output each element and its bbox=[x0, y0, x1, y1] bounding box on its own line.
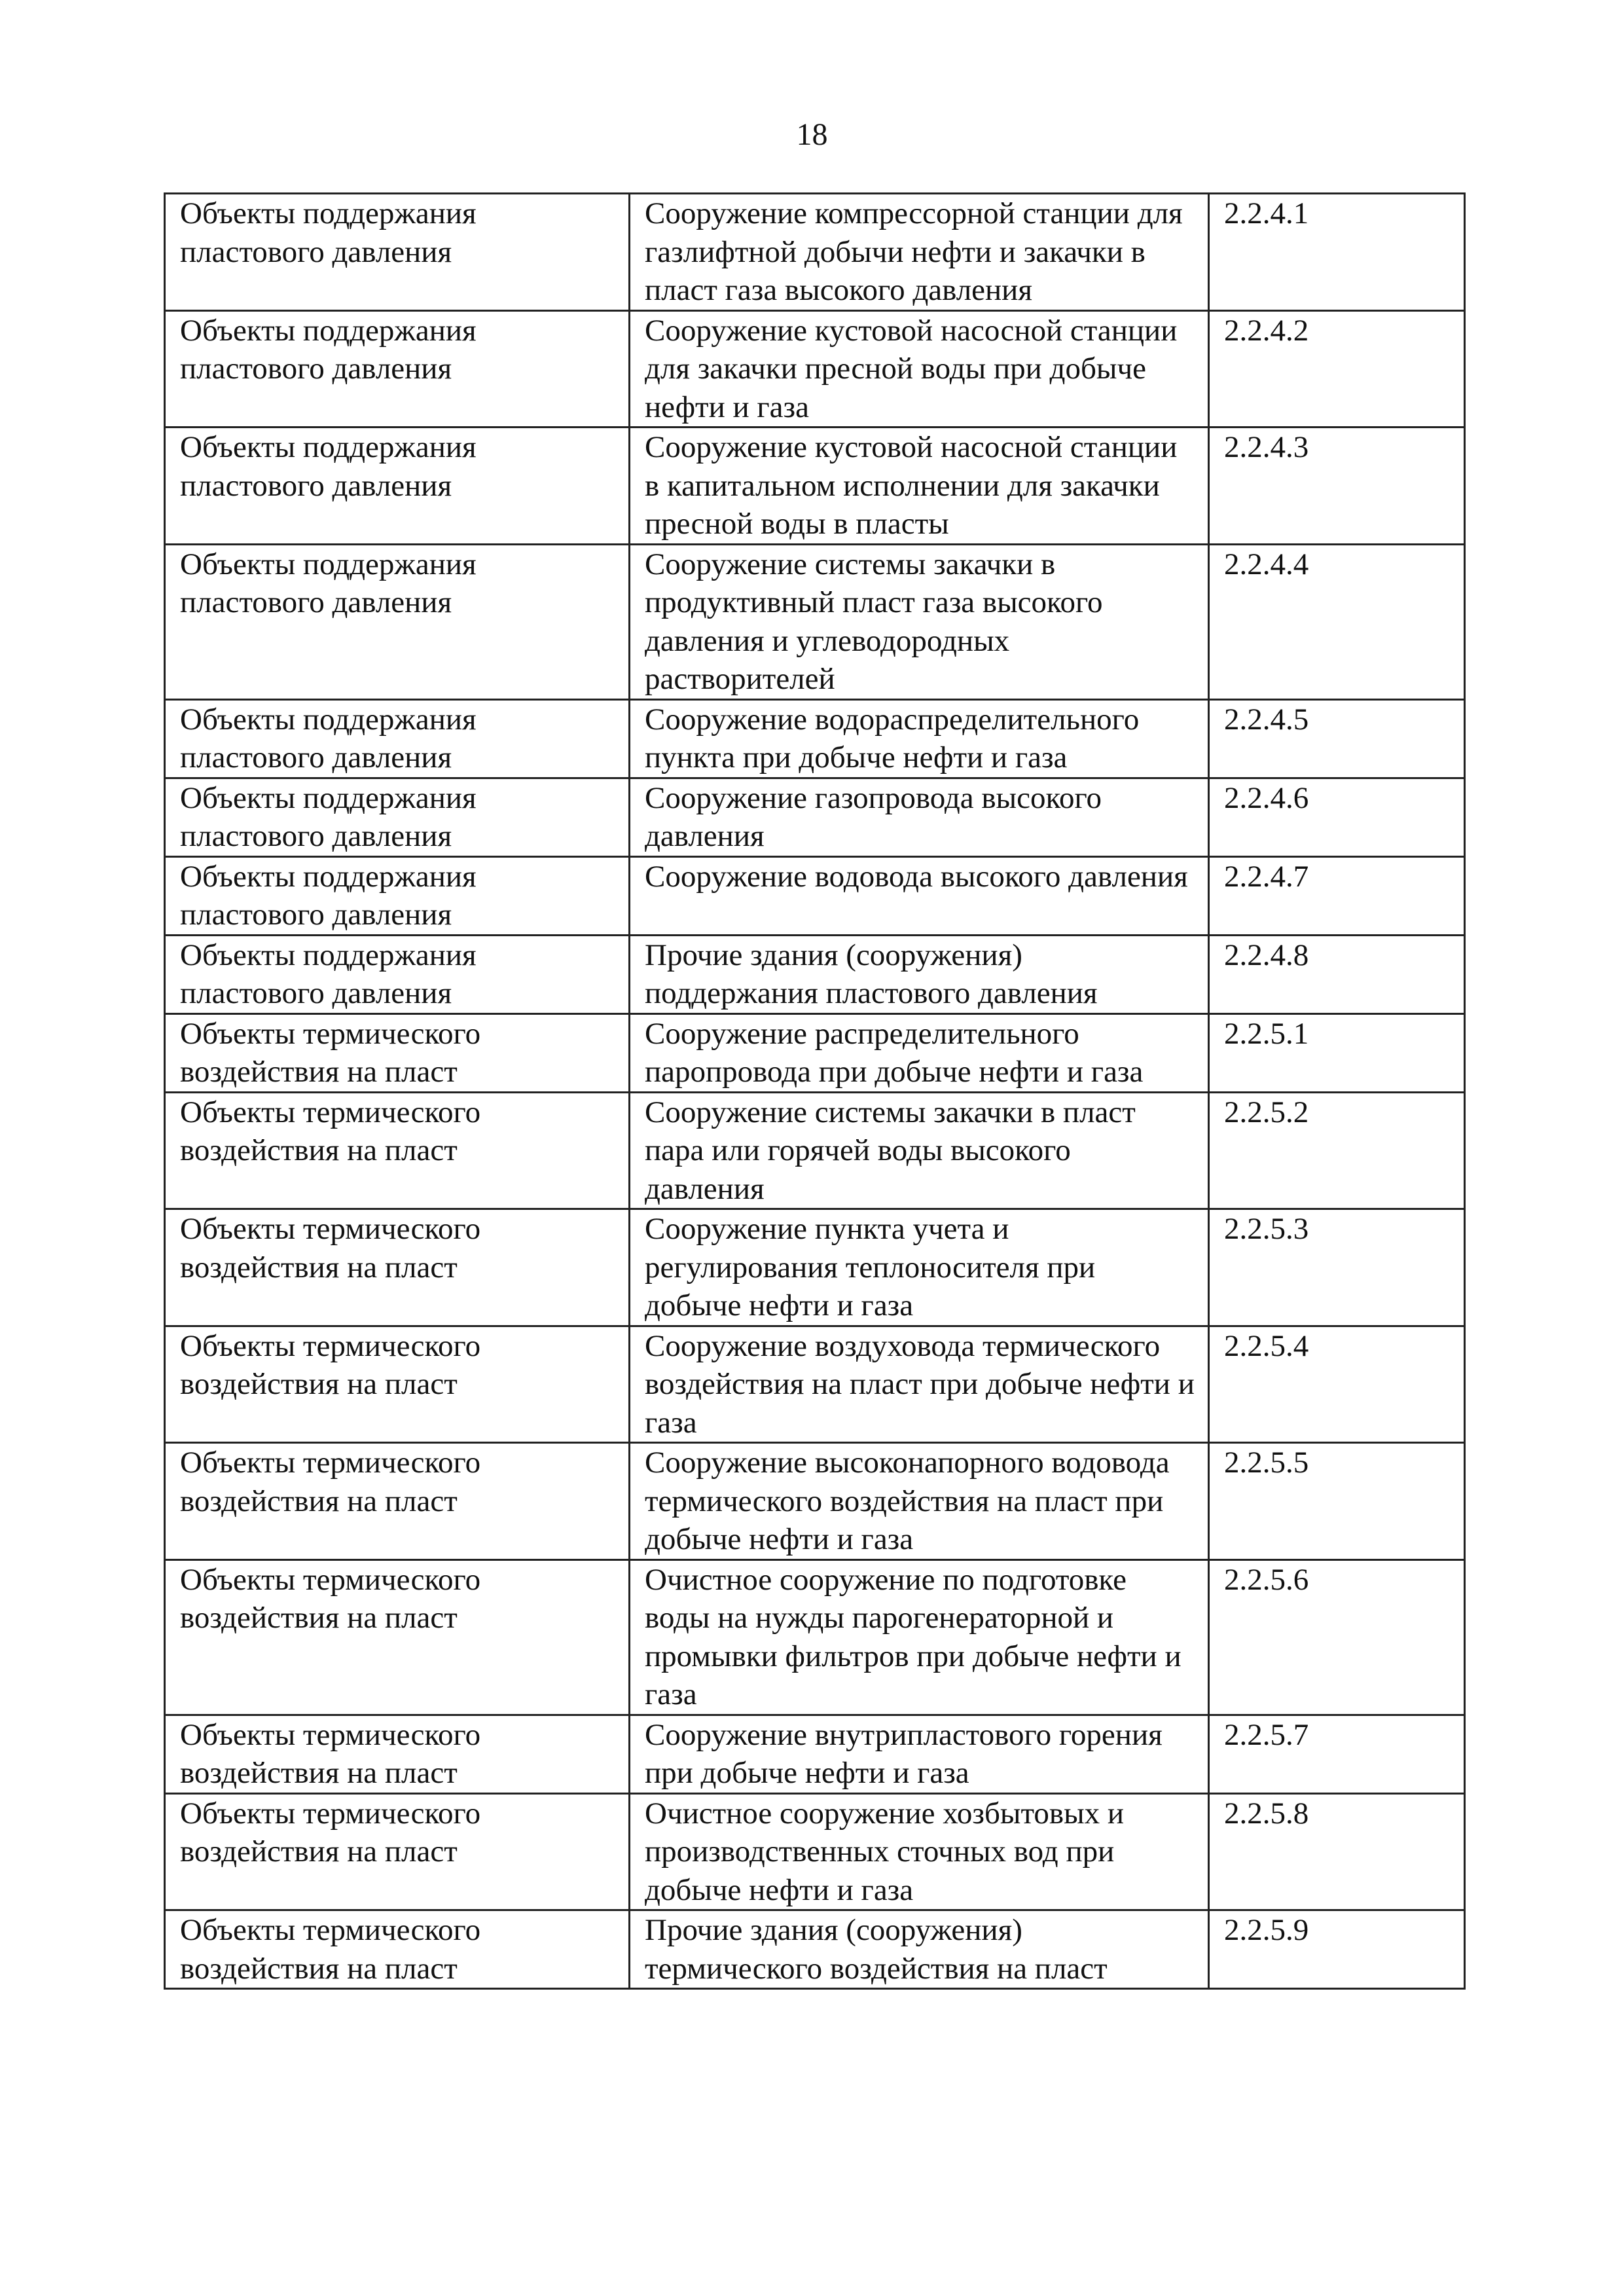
category-cell: Объекты термического воздействия на пласт bbox=[165, 1715, 630, 1793]
description-cell: Сооружение воздуховода термического воздействия на пласт при добыче нефти и газа bbox=[630, 1326, 1209, 1443]
category-cell: Объекты термического воздействия на пласт bbox=[165, 1092, 630, 1209]
description-cell: Прочие здания (сооружения) термического воздействия на пласт bbox=[630, 1910, 1209, 1989]
category-cell: Объекты термического воздействия на пласт bbox=[165, 1910, 630, 1989]
category-cell: Объекты термического воздействия на пласт bbox=[165, 1443, 630, 1560]
page-number: 18 bbox=[796, 117, 828, 152]
table-row bbox=[165, 1910, 1465, 1989]
description-cell: Сооружение водораспределительного пункта при добыче нефти и газа bbox=[630, 699, 1209, 778]
code-cell: 2.2.5.5 bbox=[1209, 1443, 1465, 1560]
code-cell: 2.2.5.7 bbox=[1209, 1715, 1465, 1793]
table-row bbox=[165, 1209, 1465, 1326]
description-cell: Сооружение распределительного паропровода при добыче нефти и газа bbox=[630, 1013, 1209, 1092]
code-cell: 2.2.5.4 bbox=[1209, 1326, 1465, 1443]
code-cell: 2.2.4.3 bbox=[1209, 428, 1465, 545]
category-cell: Объекты поддержания пластового давления bbox=[165, 194, 630, 311]
table-row bbox=[165, 856, 1465, 935]
code-cell: 2.2.5.3 bbox=[1209, 1209, 1465, 1326]
code-cell: 2.2.4.5 bbox=[1209, 699, 1465, 778]
table-row bbox=[165, 1326, 1465, 1443]
code-cell: 2.2.4.2 bbox=[1209, 310, 1465, 428]
table-row bbox=[165, 699, 1465, 778]
category-cell: Объекты термического воздействия на пласт bbox=[165, 1793, 630, 1910]
table-row bbox=[165, 544, 1465, 699]
table-row bbox=[165, 310, 1465, 428]
table-row bbox=[165, 1559, 1465, 1715]
category-cell: Объекты термического воздействия на пласт bbox=[165, 1013, 630, 1092]
table-row bbox=[165, 935, 1465, 1013]
category-cell: Объекты поддержания пластового давления bbox=[165, 428, 630, 545]
classification-table bbox=[164, 192, 1466, 1990]
category-cell: Объекты поддержания пластового давления bbox=[165, 856, 630, 935]
description-cell: Сооружение водовода высокого давления bbox=[630, 856, 1209, 935]
category-cell: Объекты термического воздействия на пласт bbox=[165, 1209, 630, 1326]
table-row bbox=[165, 428, 1465, 545]
description-cell: Сооружение пункта учета и регулирования теплоносителя при добыче нефти и газа bbox=[630, 1209, 1209, 1326]
code-cell: 2.2.4.4 bbox=[1209, 544, 1465, 699]
description-cell: Прочие здания (сооружения) поддержания пластового давления bbox=[630, 935, 1209, 1013]
table-row bbox=[165, 1013, 1465, 1092]
description-cell: Сооружение кустовой насосной станции в капитальном исполнении для закачки пресной воды в пласты bbox=[630, 428, 1209, 545]
description-cell: Очистное сооружение по подготовке воды на нужды парогенераторной и промывки фильтров при добыче нефти и газа bbox=[630, 1559, 1209, 1715]
table-row bbox=[165, 1092, 1465, 1209]
code-cell: 2.2.5.2 bbox=[1209, 1092, 1465, 1209]
code-cell: 2.2.4.6 bbox=[1209, 778, 1465, 856]
table-row bbox=[165, 778, 1465, 856]
category-cell: Объекты термического воздействия на пласт bbox=[165, 1326, 630, 1443]
code-cell: 2.2.5.8 bbox=[1209, 1793, 1465, 1910]
table-row bbox=[165, 194, 1465, 311]
description-cell: Сооружение внутрипластового горения при добыче нефти и газа bbox=[630, 1715, 1209, 1793]
category-cell: Объекты поддержания пластового давления bbox=[165, 935, 630, 1013]
category-cell: Объекты поддержания пластового давления bbox=[165, 310, 630, 428]
code-cell: 2.2.5.9 bbox=[1209, 1910, 1465, 1989]
code-cell: 2.2.4.7 bbox=[1209, 856, 1465, 935]
description-cell: Сооружение системы закачки в продуктивный пласт газа высокого давления и углеводородных растворителей bbox=[630, 544, 1209, 699]
table-row bbox=[165, 1715, 1465, 1793]
category-cell: Объекты поддержания пластового давления bbox=[165, 544, 630, 699]
category-cell: Объекты поддержания пластового давления bbox=[165, 699, 630, 778]
code-cell: 2.2.5.1 bbox=[1209, 1013, 1465, 1092]
description-cell: Сооружение кустовой насосной станции для закачки пресной воды при добыче нефти и газа bbox=[630, 310, 1209, 428]
description-cell: Очистное сооружение хозбытовых и производственных сточных вод при добыче нефти и газа bbox=[630, 1793, 1209, 1910]
table-row bbox=[165, 1443, 1465, 1560]
category-cell: Объекты термического воздействия на пласт bbox=[165, 1559, 630, 1715]
description-cell: Сооружение системы закачки в пласт пара или горячей воды высокого давления bbox=[630, 1092, 1209, 1209]
code-cell: 2.2.4.1 bbox=[1209, 194, 1465, 311]
table-row bbox=[165, 1793, 1465, 1910]
description-cell: Сооружение компрессорной станции для газлифтной добычи нефти и закачки в пласт газа высокого давления bbox=[630, 194, 1209, 311]
category-cell: Объекты поддержания пластового давления bbox=[165, 778, 630, 856]
description-cell: Сооружение газопровода высокого давления bbox=[630, 778, 1209, 856]
code-cell: 2.2.5.6 bbox=[1209, 1559, 1465, 1715]
description-cell: Сооружение высоконапорного водовода термического воздействия на пласт при добыче нефти и газа bbox=[630, 1443, 1209, 1560]
table-body bbox=[165, 194, 1465, 1989]
code-cell: 2.2.4.8 bbox=[1209, 935, 1465, 1013]
